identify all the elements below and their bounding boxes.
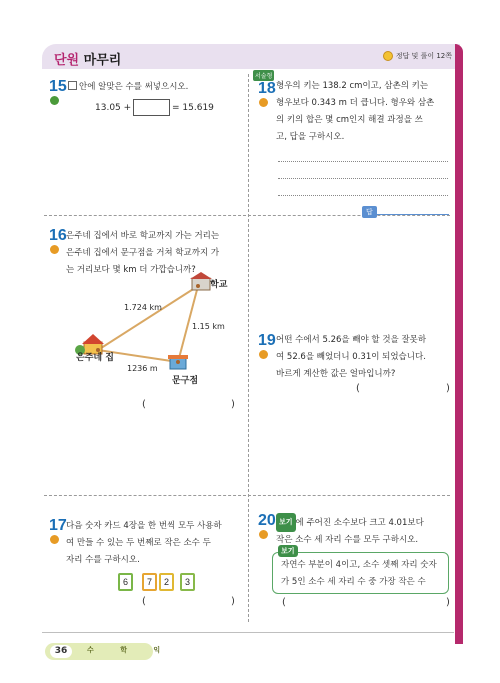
question-15-equation-left: 13.05 + [95,103,132,113]
number-card: 2 [159,573,174,591]
blank-box-icon [68,81,77,90]
question-number-16: 16 [49,227,67,244]
question-number-19: 19 [258,332,276,349]
answer-paren-right: ) [446,597,450,608]
example-box-text [281,557,449,591]
number-card: 6 [118,573,133,591]
unit-title-em: 단원 [54,53,80,68]
question-18-line-1: 형우의 키는 138.2 cm이고, 삼촌의 키는 [276,81,429,91]
question-19-answer-field[interactable] [362,384,444,397]
question-17-line-3: 자리 수를 구하시오. [66,555,140,565]
question-16-line-2: 은주네 집에서 문구점을 거쳐 학교까지 가 [66,248,220,258]
row-divider-2 [44,495,450,496]
answer-paren-right: ) [231,596,235,607]
answer-paren-left: ( [356,383,360,394]
question-number-17: 17 [49,517,67,534]
question-17-line-2: 여 만들 수 있는 두 번째로 작은 소수 두 [66,538,211,548]
question-20-line-2: 작은 소수 세 자리 수를 모두 구하시오. [276,535,419,545]
question-18-line-2: 형우보다 0.343 m 더 큽니다. 형우와 삼촌 [276,98,435,108]
question-15-prompt: 안에 알맞은 수를 써넣으시오. [79,82,189,92]
question-18-line-3: 의 키의 합은 몇 cm인지 해결 과정을 쓰 [276,115,423,125]
writing-line[interactable] [278,195,448,196]
difficulty-icon [50,535,59,544]
question-19-text [276,332,452,383]
difficulty-icon [259,98,268,107]
answer-paren-left: ( [142,596,146,607]
writing-line[interactable] [278,161,448,162]
example-box-label: 보기 [278,545,298,557]
answer-input-box[interactable] [133,99,170,116]
school-icon [190,272,212,290]
question-17-answer-field[interactable] [148,597,230,610]
question-20-text [276,513,454,549]
answer-paren-left: ( [142,399,146,410]
page-number: 36 [50,645,72,658]
unit-title-rest: 마무리 [79,53,122,68]
distance-home-store: 1236 m [127,364,158,373]
question-18-text [276,78,452,146]
map-label-school: 학교 [210,280,228,290]
question-16-line-3: 는 거리보다 몇 km 더 가깝습니까? [66,265,196,275]
question-16-line-1: 은주네 집에서 바로 학교까지 가는 거리는 [66,231,220,241]
answer-paren-right: ) [446,383,450,394]
question-18-line-4: 고, 답을 구하시오. [276,132,345,142]
question-16-answer-field[interactable] [148,400,230,413]
difficulty-icon [259,350,268,359]
question-19-line-2: 여 52.6을 빼었더니 0.31이 되었습니다. [276,352,426,362]
page-edge-bar [455,44,463,644]
writing-line[interactable] [278,178,448,179]
column-divider [248,74,249,622]
question-number-15: 15 [49,78,67,95]
answer-icon [383,51,393,61]
answer-underline[interactable] [375,214,449,215]
question-number-18: 18 [258,80,276,97]
difficulty-icon [50,96,59,105]
footer-text: 수 학 익 [87,646,173,654]
question-19-line-1: 어떤 수에서 5.26을 빼야 할 것을 잘못하 [276,335,427,345]
question-20-line-1: 에 주어진 소수보다 크고 4.01보다 [295,518,424,528]
question-17-text [66,518,244,569]
answer-paren-left: ( [282,597,286,608]
question-number-20: 20 [258,512,276,529]
question-15-equation-right: = 15.619 [172,103,214,113]
example-tag: 보기 [276,513,296,532]
unit-title [54,49,121,68]
distance-store-school: 1.15 km [192,322,225,331]
example-line-1: 자연수 부분이 4이고, 소수 셋째 자리 숫자 [281,560,437,570]
answer-label: 답 [362,206,377,218]
question-15-text [68,79,188,96]
question-17-line-1: 다음 숫자 카드 4장을 한 번씩 모두 사용하 [66,521,222,531]
map-label-home: 은주네 집 [76,353,114,363]
answer-reference-text: 정답 및 풀이 12쪽 [395,52,452,60]
question-19-line-3: 바르게 계산한 값은 얼마입니까? [276,369,396,379]
descriptive-tag: 서술형 [253,70,274,81]
answer-reference [383,51,452,61]
difficulty-icon [259,530,268,539]
number-card: 7 [142,573,157,591]
number-card: 3 [180,573,195,591]
map-label-store: 문구점 [172,376,199,386]
answer-paren-right: ) [231,399,235,410]
footer-rule [42,632,454,633]
example-line-2: 가 5인 소수 세 자리 수 중 가장 작은 수 [281,577,426,587]
difficulty-icon [50,245,59,254]
distance-home-school: 1.724 km [124,303,162,312]
row-divider-1 [44,215,450,216]
question-20-answer-field[interactable] [288,598,444,611]
